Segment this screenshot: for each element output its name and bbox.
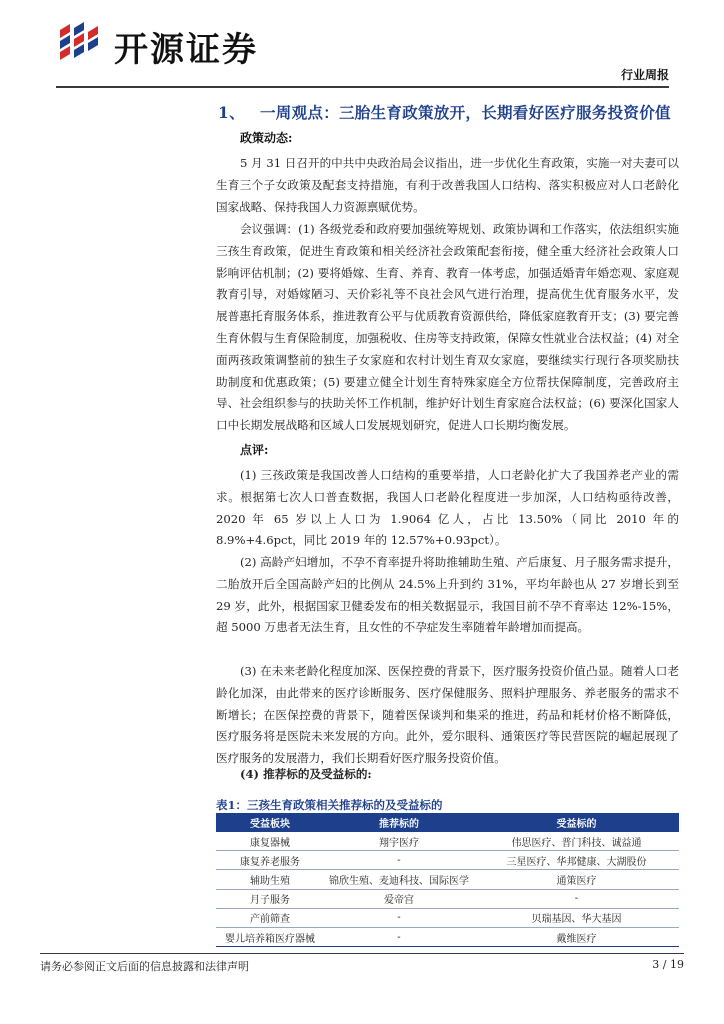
table-cell: -	[324, 927, 474, 946]
table-cell: 伟思医疗、普门科技、诚益通	[474, 832, 679, 851]
policy-paragraph-1: 5 月 31 日召开的中共中央政治局会议指出，进一步优化生育政策，实施一对夫妻可以生育三个子女政策及配套支持措施，有利于改善我国人口结构、落实积极应对人口老龄化国家战略、保持我国人力资源禀赋优势。	[216, 156, 679, 214]
table-cell: 贝瑞基因、华大基因	[474, 908, 679, 927]
table-cell: 三星医疗、华邦健康、大湖股份	[474, 851, 679, 870]
table-header-row	[216, 813, 679, 832]
table-row	[216, 870, 679, 889]
report-type-tag: 行业周报	[620, 68, 669, 82]
table-title: 表1：三孩生育政策相关推荐标的及受益标的	[216, 798, 443, 812]
table-cell: 月子服务	[216, 889, 324, 908]
table-cell: 康复器械	[216, 832, 324, 851]
footer-divider	[40, 953, 684, 954]
comment-paragraph-4	[216, 764, 679, 786]
table-row	[216, 851, 679, 870]
comment-paragraph-2: (2) 高龄产妇增加，不孕不育率提升将助推辅助生殖、产后康复、月子服务需求提升，二胎放开后全国高龄产妇的比例从 24.5%上升到约 31%，平均年龄也从 27 岁增长到至 29 岁，此外，根据国家卫健委发布的相关数据显示，我国目前不孕不育率达 12%-15%，超 5000 万患者无法生育，且女性的不孕症发生率随着年龄增加而提高。	[216, 555, 679, 635]
table-cell: 爱帝宫	[324, 889, 474, 908]
table-row	[216, 832, 679, 851]
footer-disclaimer: 请务必参阅正文后面的信息披露和法律声明	[40, 960, 249, 973]
table-header-beneficiary: 受益标的	[474, 813, 679, 832]
recommend-table	[216, 813, 679, 947]
logo-text: 开源证券	[114, 30, 258, 70]
section-title-text: 一周观点：三胎生育政策放开，长期看好医疗服务投资价值	[260, 103, 671, 122]
section-number: 1、	[218, 103, 245, 122]
comment-heading: 点评:	[240, 443, 269, 457]
table-header-recommended: 推荐标的	[324, 813, 474, 832]
recommend-label: (4) 推荐标的及受益标的:	[240, 767, 372, 781]
table-cell: -	[474, 889, 679, 908]
policy-heading: 政策动态:	[240, 131, 293, 145]
table-cell: 锦欣生殖、麦迪科技、国际医学	[324, 870, 474, 889]
table-cell: 翔宇医疗	[324, 832, 474, 851]
logo-mark-icon	[56, 20, 112, 64]
table-header-sector: 受益板块	[216, 813, 324, 832]
table-cell: 通策医疗	[474, 870, 679, 889]
table-cell: -	[324, 851, 474, 870]
company-logo	[56, 20, 286, 70]
table-cell: 辅助生殖	[216, 870, 324, 889]
table-cell: 戴维医疗	[474, 927, 679, 946]
policy-paragraph-2: 会议强调：(1) 各级党委和政府要加强统筹规划、政策协调和工作落实，依法组织实施三孩生育政策，促进生育政策和相关经济社会政策配套衔接，健全重大经济社会政策人口影响评估机制；(2) 要将婚嫁、生育、养育、教育一体考虑，加强适婚青年婚恋观、家庭观教育引导，对婚嫁陋习、天价彩礼等不良社会风气进行治理，提高优生优育服务水平，发展普惠托育服务体系，推进教育公平与优质教育资源供给，降低家庭教育开支；(3) 要完善生育休假与生育保险制度，加强税收、住房等支持政策，保障女性就业合法权益；(4) 对全面两孩政策调整前的独生子女家庭和农村计划生育双女家庭，要继续实行现行各项奖励扶助制度和优惠政策；(5) 要建立健全计划生育特殊家庭全方位帮扶保障制度，完善政府主导、社会组织参与的扶助关怀工作机制，维护好计划生育家庭合法权益；(6) 要深化国家人口中长期发展战略和区域人口发展规划研究，促进人口长期均衡发展。	[216, 222, 679, 433]
table-cell: 婴儿培养箱医疗器械	[216, 927, 324, 946]
table-row	[216, 908, 679, 927]
table-cell: 产前筛查	[216, 908, 324, 927]
table-cell: 康复养老服务	[216, 851, 324, 870]
table-row	[216, 889, 679, 908]
comment-paragraph-3: (3) 在未来老龄化程度加深、医保控费的背景下，医疗服务投资价值凸显。随着人口老龄化加深，由此带来的医疗诊断服务、医疗保健服务、照料护理服务、养老服务的需求不断增长；在医保控费的背景下，随着医保谈判和集采的推进，药品和耗材价格不断降低，医疗服务将是医院未来发展的方向。此外，爱尔眼科、通策医疗等民营医院的崛起展现了医疗服务的发展潜力，我们长期看好医疗服务投资价值。	[216, 664, 679, 766]
table-cell: -	[324, 908, 474, 927]
comment-paragraph-1: (1) 三孩政策是我国改善人口结构的重要举措，人口老龄化扩大了我国养老产业的需求。根据第七次人口普查数据，我国人口老龄化程度进一步加深，人口结构亟待改善，2020 年 65 岁以上人口为 1.9064 亿人，占比 13.50%（同比 2010 年的 8.9%+4.6pct，同比 2019 年的 12.57%+0.93pct）。	[216, 468, 679, 548]
page-number: 3 / 19	[652, 958, 684, 971]
table-row	[216, 927, 679, 946]
header-divider	[56, 86, 669, 88]
